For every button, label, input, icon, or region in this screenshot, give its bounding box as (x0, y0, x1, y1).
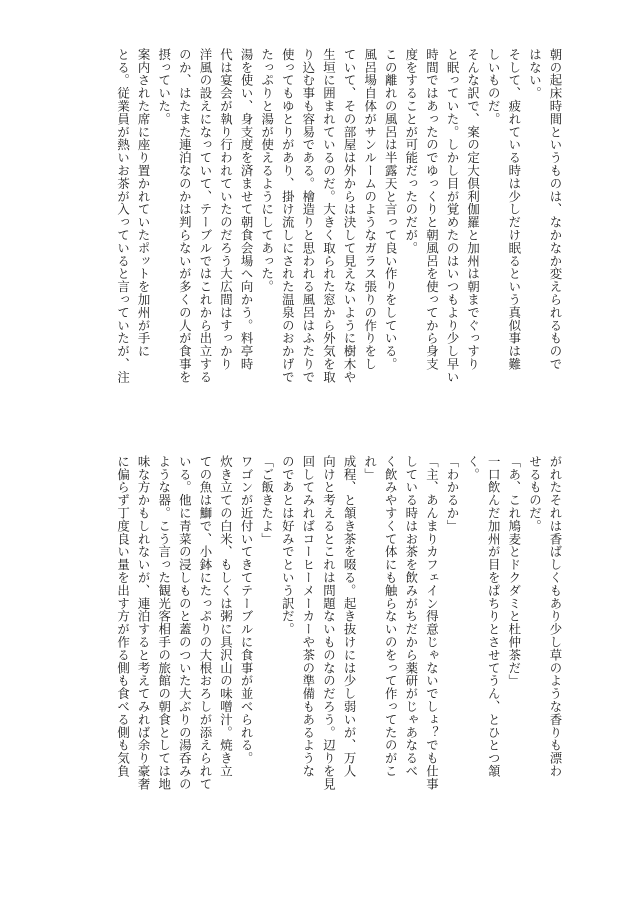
text-line: に偏らず丁度良い量を出す方が作る側も食べる側も気負 (115, 455, 131, 778)
text-line: たっぷりと湯が使えるようにしてあった。 (259, 48, 275, 294)
text-line: 炊き立ての白米、もしくは粥に具沢山の味噌汁。焼き立 (218, 455, 234, 778)
text-line: 「あ、これ鳩麦とドクダミと杜仲茶だ」 (506, 455, 522, 688)
text-line: 向けと考えるとこれは問題ないものなのだろう。辺りを見 (321, 455, 337, 791)
text-line: 朝の起床時間というものは、なかなか変えられるもので (548, 48, 563, 371)
text-line: この離れの風呂は半露天と言って良い作りをしている。 (383, 48, 399, 371)
text-line: ていて、その部屋は外からは決して見えないように樹木や (342, 48, 358, 384)
text-line: 洋風の設えになっていて、テーブルではこれから出立する (197, 48, 213, 384)
text-line: 風呂場自体がサンルームのようなガラス張りの作りをし (362, 48, 378, 371)
text-line: のか、はたまた連泊なのかは判らないが多くの人が食事を (177, 48, 193, 384)
text-line: く飲みやすくて体にも触らないのをって作ってたのがこ (383, 455, 399, 778)
text-line: 生垣に囲まれているのだ。大きく取られた窓から外気を取 (321, 48, 337, 384)
text-line: く。 (465, 455, 481, 481)
text-line: そして、疲れている時は少しだけ眠るという真似事は難 (506, 48, 522, 371)
text-line: ワゴンが近付いてきてテーブルに食事が並べられる。 (239, 455, 255, 765)
text-line: 成程、と頷き茶を啜る。起き抜けには少し弱いが、万人 (342, 455, 358, 778)
text-line: 湯を使い、身支度を済ませて朝食会場へ向かう。料亭時 (239, 48, 255, 371)
text-block-bottom (112, 455, 565, 855)
text-line: 「わかるか」 (445, 455, 461, 533)
text-line: ような器。こう言った観光客相手の旅館の朝食としては地 (156, 455, 172, 791)
text-line: しいものだ。 (486, 48, 502, 126)
text-line: 「主、あんまりカフェイン得意じゃないでしょ？でも仕事 (424, 455, 440, 791)
text-line: り込む事も容易である。檜造りと思われる風呂はふたりで (300, 48, 316, 384)
text-line: 回してみればコーヒーメーカーや茶の準備もあるような (300, 455, 316, 778)
text-line: 度をすることが可能だったのだが。 (403, 48, 419, 255)
text-line: 一口飲んだ加州が目をぱちりとさせてうん、とひとつ頷 (486, 455, 502, 778)
text-line: と眠っていた。しかし目が覚めたのはいつもより少し早い (445, 48, 461, 384)
text-line: 使ってもゆとりがあり、掛け流しにされた温泉のおかげで (280, 48, 296, 384)
text-block-top (112, 48, 565, 448)
text-line: のであとは好みでという訳だ。 (280, 455, 296, 636)
text-line: がれたそれは香ばしくもあり少し草のような香りも漂わ (548, 455, 563, 778)
text-line: とる。従業員が熱いお茶が入っていると言っていたが、注 (115, 48, 131, 384)
text-line: 案内された席に座り置かれていたポットを加州が手に (136, 48, 152, 358)
text-line: せるものだ。 (527, 455, 543, 533)
text-line: 摂っていた。 (156, 48, 172, 126)
text-line: はない。 (527, 48, 543, 100)
text-line: そんな訳で、案の定大倶利伽羅と加州は朝までぐっすり (465, 48, 481, 371)
text-line: ての魚は鰤で、小鉢にたっぷりの大根おろしが添えられて (197, 455, 213, 791)
text-line: している時はお茶を飲みがちだから薬研がじゃあなるべ (403, 455, 419, 778)
text-line: 時間ではあったのでゆっくりと朝風呂を使ってから身支 (424, 48, 440, 371)
text-line: 代は宴会が執り行われていたのだろう大広間はすっかり (218, 48, 234, 371)
text-line: いる。他に青菜の浸しものと蓋のついた大ぶりの湯呑みの (177, 455, 193, 791)
text-line: れ」 (362, 455, 378, 481)
text-line: 「ご飯きたよ」 (259, 455, 275, 546)
text-line: 味な方かもしれないが、連泊すると考えてみれば余り豪奢 (136, 455, 152, 791)
